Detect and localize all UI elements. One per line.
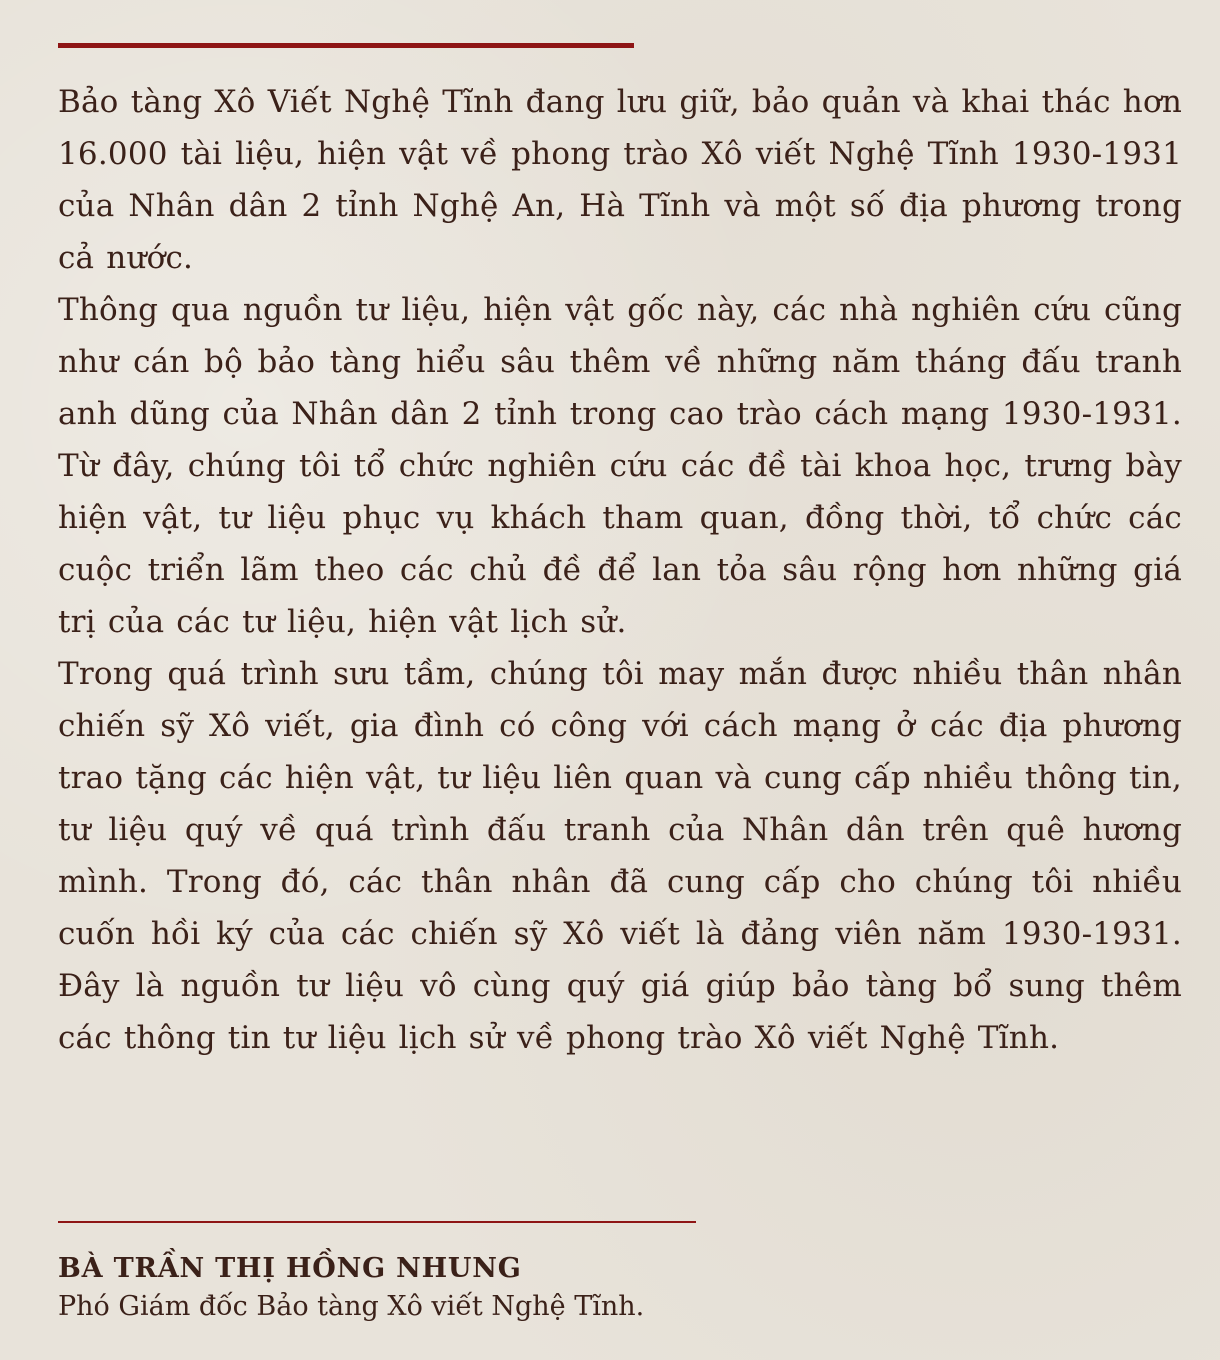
paragraph-3: Trong quá trình sưu tầm, chúng tôi may mắn được nhiều thân nhân chiến sỹ Xô viết, gia đình có công với cách mạng ở các địa phương trao tặng các hiện vật, tư liệu liên quan và cung cấp nhiều thông tin, tư liệu quý về quá trình đấu tranh của Nhân dân trên quê hương mình. Trong đó, các thân nhân đã cung cấp cho chúng tôi nhiều cuốn hồi ký của các chiến sỹ Xô viết là đảng viên năm 1930-1931. Đây là nguồn tư liệu vô cùng quý giá giúp bảo tàng bổ sung thêm các thông tin tư liệu lịch sử về phong trào Xô viết Nghệ Tĩnh. [58,656,1182,1056]
author-block [58,1250,1058,1326]
author-name: BÀ TRẦN THỊ HỒNG NHUNG [58,1253,522,1284]
top-divider-rule [58,43,634,48]
article-body [58,76,1182,1064]
paragraph-1: Bảo tàng Xô Viết Nghệ Tĩnh đang lưu giữ, bảo quản và khai thác hơn 16.000 tài liệu, hiện vật về phong trào Xô viết Nghệ Tĩnh 1930-1931 của Nhân dân 2 tỉnh Nghệ An, Hà Tĩnh và một số địa phương trong cả nước. [58,84,1182,276]
author-role: Phó Giám đốc Bảo tàng Xô viết Nghệ Tĩnh. [58,1291,645,1322]
paragraph-2: Thông qua nguồn tư liệu, hiện vật gốc này, các nhà nghiên cứu cũng như cán bộ bảo tàng hiểu sâu thêm về những năm tháng đấu tranh anh dũng của Nhân dân 2 tỉnh trong cao trào cách mạng 1930-1931. Từ đây, chúng tôi tổ chức nghiên cứu các đề tài khoa học, trưng bày hiện vật, tư liệu phục vụ khách tham quan, đồng thời, tổ chức các cuộc triển lãm theo các chủ đề để lan tỏa sâu rộng hơn những giá trị của các tư liệu, hiện vật lịch sử. [58,292,1182,640]
author-divider-rule [58,1221,696,1223]
